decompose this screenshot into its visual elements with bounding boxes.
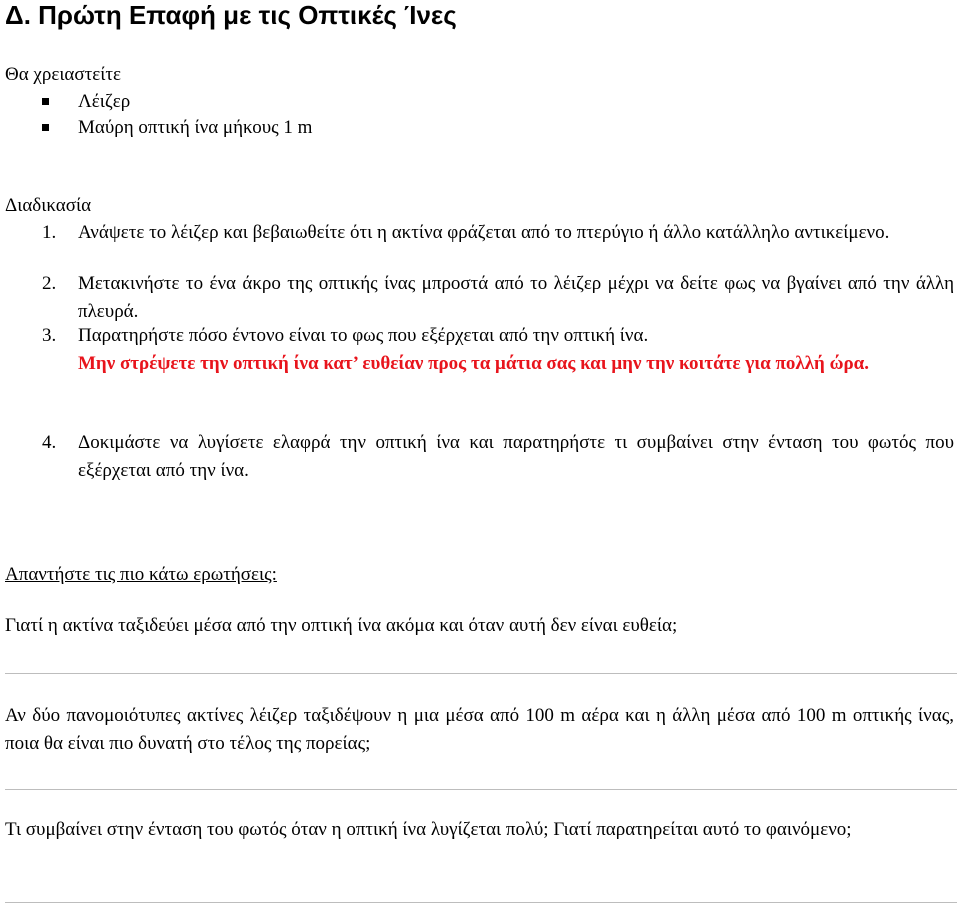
section-title: Δ. Πρώτη Επαφή με τις Οπτικές Ίνες xyxy=(5,0,457,30)
materials-label: Θα χρειαστείτε xyxy=(5,64,121,85)
step-number: 1. xyxy=(42,222,57,243)
material-item-laser: Λέιζερ xyxy=(78,91,131,112)
question-2: Αν δύο πανομοιότυπες ακτίνες λέιζερ ταξιδέψουν η μια μέσα από 100 m αέρα και η άλλη μέσα από 100 m οπτικής ίνας, ποια θα είναι πιο δυνατή στο τέλος της πορείας; xyxy=(5,705,954,754)
step-text: Μετακινήστε το ένα άκρο της οπτικής ίνας μπροστά από το λέιζερ μέχρι να δείτε φως να βγαίνει από την άλλη πλευρά. xyxy=(78,273,954,322)
step-number: 2. xyxy=(42,273,57,294)
square-bullet-icon xyxy=(42,98,49,105)
answer-line-3[interactable] xyxy=(5,902,957,903)
questions-label: Απαντήστε τις πιο κάτω ερωτήσεις: xyxy=(5,564,277,585)
step-text: Δοκιμάστε να λυγίσετε ελαφρά την οπτική ίνα και παρατηρήστε τι συμβαίνει στην ένταση του φωτός που εξέρχεται από την ίνα. xyxy=(78,432,954,481)
question-3: Τι συμβαίνει στην ένταση του φωτός όταν η οπτική ίνα λυγίζεται πολύ; Γιατί παρατηρείται αυτό το φαινόμενο; xyxy=(5,819,852,840)
step-text: Παρατηρήστε πόσο έντονο είναι το φως που εξέρχεται από την οπτική ίνα. xyxy=(78,325,649,346)
square-bullet-icon xyxy=(42,124,49,131)
step-number: 3. xyxy=(42,325,57,346)
answer-line-2[interactable] xyxy=(5,789,957,790)
procedure-label: Διαδικασία xyxy=(5,195,92,216)
safety-warning: Μην στρέψετε την οπτική ίνα κατ’ ευθείαν προς τα μάτια σας και μην την κοιτάτε για πολλή ώρα. xyxy=(78,353,870,374)
material-item-fiber: Μαύρη οπτική ίνα μήκους 1 m xyxy=(78,117,313,138)
answer-line-1[interactable] xyxy=(5,673,957,674)
step-text: Ανάψετε το λέιζερ και βεβαιωθείτε ότι η ακτίνα φράζεται από το πτερύγιο ή άλλο κατάλληλο αντικείμενο. xyxy=(78,222,890,243)
question-1: Γιατί η ακτίνα ταξιδεύει μέσα από την οπτική ίνα ακόμα και όταν αυτή δεν είναι ευθεία; xyxy=(5,615,678,636)
step-number: 4. xyxy=(42,432,57,453)
